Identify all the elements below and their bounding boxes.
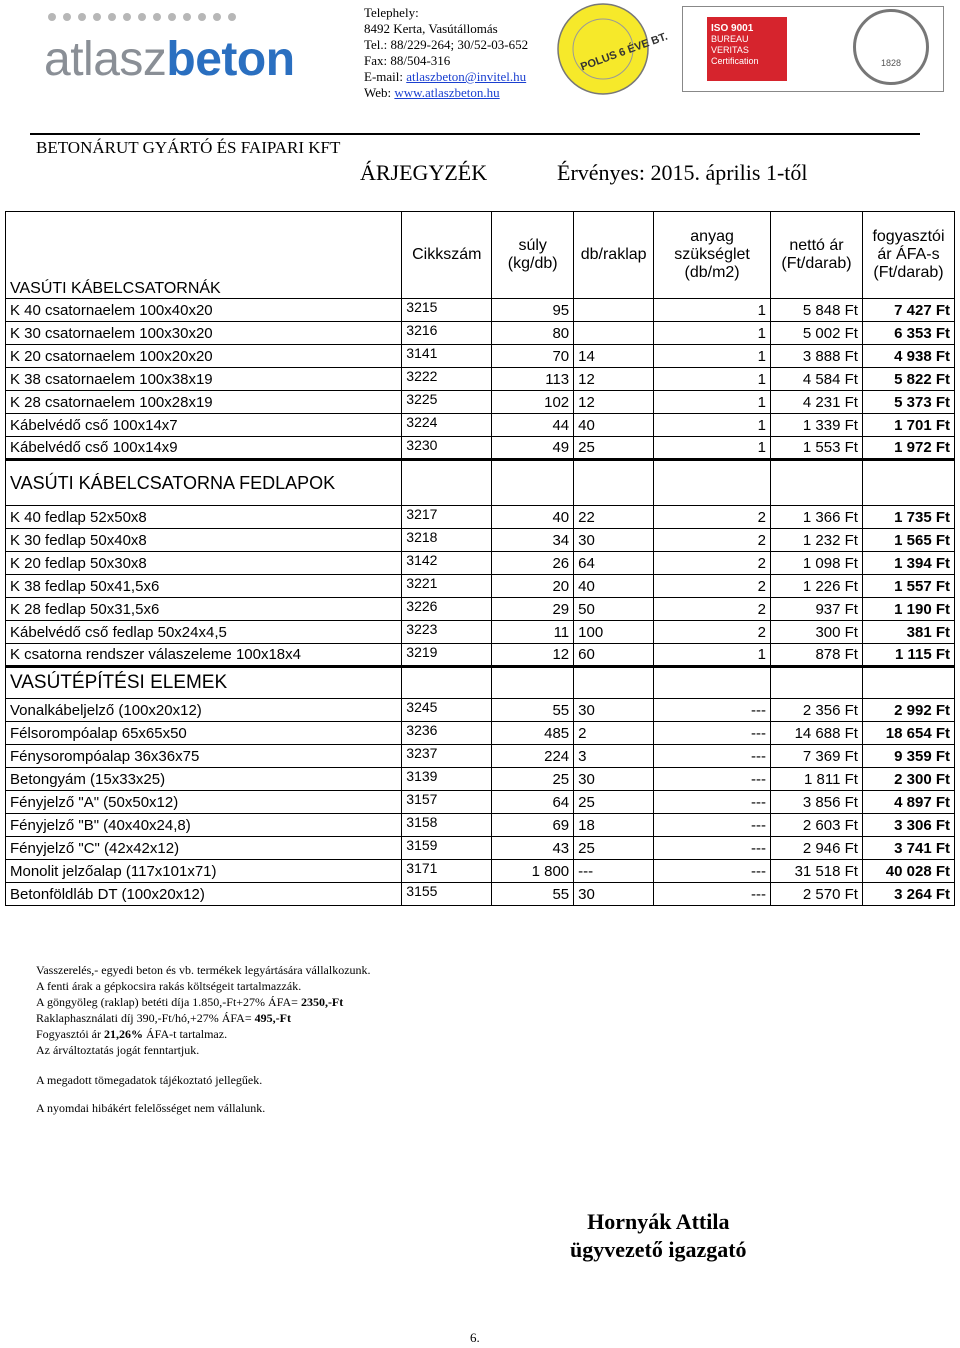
table-row [6, 437, 955, 460]
bureau-veritas-logo [707, 17, 787, 81]
net-price: 878 Ft [771, 644, 863, 667]
doc-title: ÁRJEGYZÉK [360, 160, 488, 185]
net-price: 5 002 Ft [771, 322, 863, 345]
product-code: 3219 [402, 644, 492, 667]
product-name: K 20 csatornaelem 100x20x20 [6, 345, 402, 368]
pallet-quantity: 18 [574, 814, 654, 837]
pallet-quantity: 30 [574, 768, 654, 791]
material-need: --- [654, 745, 771, 768]
note-vat: 21,26% [104, 1027, 143, 1041]
consumer-price: 1 394 Ft [862, 552, 954, 575]
product-weight: 49 [492, 437, 574, 460]
material-need: --- [654, 791, 771, 814]
company-name: BETONÁRUT GYÁRTÓ ÉS FAIPARI KFT [36, 138, 341, 157]
net-price: 31 518 Ft [771, 860, 863, 883]
net-price: 14 688 Ft [771, 722, 863, 745]
table-header-row [6, 212, 955, 299]
product-code: 3216 [402, 322, 492, 345]
material-need: 1 [654, 345, 771, 368]
consumer-price: 9 359 Ft [862, 745, 954, 768]
net-price: 5 848 Ft [771, 299, 863, 322]
signatory-title: ügyvezető igazgató [570, 1237, 747, 1262]
pallet-quantity: 64 [574, 552, 654, 575]
net-price: 4 584 Ft [771, 368, 863, 391]
product-code: 3171 [402, 860, 492, 883]
product-weight: 44 [492, 414, 574, 437]
table-row [6, 345, 955, 368]
material-need: 1 [654, 391, 771, 414]
product-weight: 34 [492, 529, 574, 552]
pallet-quantity [574, 322, 654, 345]
contact-fax: Fax: 88/504-316 [364, 53, 451, 68]
col-fogy: fogyasztói ár ÁFA-s (Ft/darab) [862, 212, 954, 299]
consumer-price: 3 741 Ft [862, 837, 954, 860]
net-price: 2 356 Ft [771, 699, 863, 722]
product-weight: 12 [492, 644, 574, 667]
pallet-quantity [574, 299, 654, 322]
product-weight: 485 [492, 722, 574, 745]
material-need: 2 [654, 506, 771, 529]
table-row [6, 414, 955, 437]
group-railway-elements [6, 699, 955, 906]
product-code: 3225 [402, 391, 492, 414]
col-netto: nettó ár (Ft/darab) [771, 212, 863, 299]
pallet-quantity: --- [574, 860, 654, 883]
product-code: 3155 [402, 883, 492, 906]
consumer-price: 18 654 Ft [862, 722, 954, 745]
table-row [6, 299, 955, 322]
pallet-quantity: 30 [574, 529, 654, 552]
section-row [6, 667, 955, 699]
material-need: 1 [654, 644, 771, 667]
net-price: 4 231 Ft [771, 391, 863, 414]
header-rule [30, 133, 920, 135]
product-code: 3236 [402, 722, 492, 745]
material-need: 1 [654, 299, 771, 322]
material-need: 2 [654, 529, 771, 552]
pallet-quantity: 14 [574, 345, 654, 368]
product-name: Betonföldláb DT (100x20x12) [6, 883, 402, 906]
product-weight: 25 [492, 768, 574, 791]
product-code: 3237 [402, 745, 492, 768]
product-weight: 20 [492, 575, 574, 598]
product-code: 3230 [402, 437, 492, 460]
group-cable-channels [6, 299, 955, 460]
product-weight: 55 [492, 883, 574, 906]
net-price: 1 366 Ft [771, 506, 863, 529]
web-link[interactable]: www.atlaszbeton.hu [394, 85, 500, 100]
product-weight: 70 [492, 345, 574, 368]
table-row [6, 699, 955, 722]
consumer-price: 4 938 Ft [862, 345, 954, 368]
pallet-quantity: 100 [574, 621, 654, 644]
polus-seal-icon [556, 2, 670, 96]
material-need: --- [654, 722, 771, 745]
logo-light: atlasz [44, 33, 167, 86]
email-link[interactable]: atlaszbeton@invitel.hu [406, 69, 527, 84]
product-name: K 40 fedlap 52x50x8 [6, 506, 402, 529]
material-need: --- [654, 837, 771, 860]
product-weight: 26 [492, 552, 574, 575]
signatory-name: Hornyák Attila [587, 1209, 730, 1234]
note-text: Fogyasztói ár [36, 1027, 104, 1041]
col-cikkszam: Cikkszám [402, 212, 492, 299]
material-need: 1 [654, 368, 771, 391]
note: A nyomdai hibákért felelősséget nem vállalunk. [36, 1101, 266, 1115]
product-name: Félsorompóalap 65x65x50 [6, 722, 402, 745]
product-code: 3245 [402, 699, 492, 722]
consumer-price: 1 565 Ft [862, 529, 954, 552]
table-row [6, 598, 955, 621]
product-name: K 28 csatornaelem 100x28x19 [6, 391, 402, 414]
consumer-price: 1 115 Ft [862, 644, 954, 667]
table-row [6, 529, 955, 552]
table-row [6, 644, 955, 667]
material-need: --- [654, 883, 771, 906]
net-price: 2 603 Ft [771, 814, 863, 837]
net-price: 1 553 Ft [771, 437, 863, 460]
consumer-price: 5 373 Ft [862, 391, 954, 414]
net-price: 300 Ft [771, 621, 863, 644]
logo-dots [48, 8, 268, 28]
material-need: 1 [654, 437, 771, 460]
note: Az árváltoztatás jogát fenntartjuk. [36, 1043, 200, 1057]
note-text: Raklaphasználati díj 390,-Ft/hó,+27% ÁFA= [36, 1011, 255, 1025]
consumer-price: 5 822 Ft [862, 368, 954, 391]
consumer-price: 4 897 Ft [862, 791, 954, 814]
price-table [5, 211, 955, 906]
table-row [6, 575, 955, 598]
product-weight: 224 [492, 745, 574, 768]
product-code: 3159 [402, 837, 492, 860]
company-logo [44, 32, 295, 87]
seal-year: 1828 [880, 58, 902, 68]
pallet-quantity: 12 [574, 368, 654, 391]
material-need: 2 [654, 552, 771, 575]
signature-block [570, 1208, 747, 1264]
product-name: Fényjelző "A" (50x50x12) [6, 791, 402, 814]
consumer-price: 3 264 Ft [862, 883, 954, 906]
table-row [6, 322, 955, 345]
consumer-price: 3 306 Ft [862, 814, 954, 837]
pallet-quantity: 3 [574, 745, 654, 768]
product-code: 3217 [402, 506, 492, 529]
product-weight: 102 [492, 391, 574, 414]
note-text: ÁFA-t tartalmaz. [143, 1027, 228, 1041]
product-name: Kábelvédő cső 100x14x9 [6, 437, 402, 460]
table-row [6, 552, 955, 575]
product-weight: 69 [492, 814, 574, 837]
section-3-header [6, 667, 955, 699]
net-price: 1 232 Ft [771, 529, 863, 552]
group-cover-plates [6, 506, 955, 667]
table-row [6, 391, 955, 414]
table-row [6, 837, 955, 860]
material-need: --- [654, 699, 771, 722]
product-code: 3224 [402, 414, 492, 437]
product-code: 3141 [402, 345, 492, 368]
certification-badge [682, 6, 944, 92]
note: Vasszerelés,- egyedi beton és vb. termékek legyártására vállalkozunk. [36, 963, 371, 977]
table-row [6, 722, 955, 745]
section-title-1: VASÚTI KÁBELCSATORNÁK [6, 212, 402, 299]
col-dbraklap: db/raklap [574, 212, 654, 299]
consumer-price: 2 992 Ft [862, 699, 954, 722]
footnotes [36, 962, 371, 1116]
col-suly: súly (kg/db) [492, 212, 574, 299]
consumer-price: 1 557 Ft [862, 575, 954, 598]
pallet-quantity: 12 [574, 391, 654, 414]
pallet-quantity: 30 [574, 699, 654, 722]
bureau-veritas-seal-icon [853, 9, 929, 85]
product-name: K 30 csatornaelem 100x30x20 [6, 322, 402, 345]
note: A megadott tömegadatok tájékoztató jellegűek. [36, 1073, 263, 1087]
material-need: --- [654, 814, 771, 837]
section-2-header [6, 460, 955, 506]
product-code: 3142 [402, 552, 492, 575]
contact-phone: Tel.: 88/229-264; 30/52-03-652 [364, 37, 529, 52]
net-price: 1 811 Ft [771, 768, 863, 791]
net-price: 1 339 Ft [771, 414, 863, 437]
contact-web-row [364, 85, 528, 101]
seal-text: POLUS 6 ÉVE BT. [578, 30, 670, 74]
pallet-quantity: 40 [574, 414, 654, 437]
product-code: 3222 [402, 368, 492, 391]
material-need: 2 [654, 621, 771, 644]
section-title-2: VASÚTI KÁBELCSATORNA FEDLAPOK [6, 460, 402, 506]
product-name: Betongyám (15x33x25) [6, 768, 402, 791]
product-name: K 28 fedlap 50x31,5x6 [6, 598, 402, 621]
product-weight: 29 [492, 598, 574, 621]
cert-line1: BUREAU VERITAS [711, 34, 749, 55]
consumer-price: 1 701 Ft [862, 414, 954, 437]
product-code: 3158 [402, 814, 492, 837]
net-price: 1 226 Ft [771, 575, 863, 598]
net-price: 937 Ft [771, 598, 863, 621]
table-row [6, 745, 955, 768]
net-price: 3 888 Ft [771, 345, 863, 368]
note [36, 1026, 371, 1042]
consumer-price: 7 427 Ft [862, 299, 954, 322]
product-name: K csatorna rendszer válaszeleme 100x18x4 [6, 644, 402, 667]
consumer-price: 381 Ft [862, 621, 954, 644]
table-row [6, 814, 955, 837]
consumer-price: 2 300 Ft [862, 768, 954, 791]
product-weight: 43 [492, 837, 574, 860]
logo-bold: beton [166, 33, 295, 86]
contact-line: Telephely: [364, 5, 419, 20]
product-name: Fénysorompóalap 36x36x75 [6, 745, 402, 768]
table-row [6, 883, 955, 906]
product-code: 3218 [402, 529, 492, 552]
product-name: Fényjelző "B" (40x40x24,8) [6, 814, 402, 837]
product-weight: 95 [492, 299, 574, 322]
section-row [6, 460, 955, 506]
product-name: Fényjelző "C" (42x42x12) [6, 837, 402, 860]
page-number: 6. [470, 1330, 480, 1345]
pallet-quantity: 50 [574, 598, 654, 621]
product-name: K 40 csatornaelem 100x40x20 [6, 299, 402, 322]
product-weight: 80 [492, 322, 574, 345]
product-name: Kábelvédő cső fedlap 50x24x4,5 [6, 621, 402, 644]
note-text: A göngyöleg (raklap) betéti díja 1.850,-Ft+27% ÁFA= [36, 995, 301, 1009]
pallet-quantity: 25 [574, 437, 654, 460]
pallet-quantity: 22 [574, 506, 654, 529]
net-price: 1 098 Ft [771, 552, 863, 575]
table-row [6, 368, 955, 391]
section-title-3: VASÚTÉPÍTÉSI ELEMEK [6, 667, 402, 699]
pallet-quantity: 25 [574, 837, 654, 860]
net-price: 3 856 Ft [771, 791, 863, 814]
product-code: 3157 [402, 791, 492, 814]
material-need: --- [654, 860, 771, 883]
product-weight: 64 [492, 791, 574, 814]
product-name: Vonalkábeljelző (100x20x12) [6, 699, 402, 722]
email-label: E-mail: [364, 69, 407, 84]
product-name: Kábelvédő cső 100x14x7 [6, 414, 402, 437]
table-row [6, 506, 955, 529]
material-need: 2 [654, 598, 771, 621]
product-weight: 1 800 [492, 860, 574, 883]
product-code: 3221 [402, 575, 492, 598]
product-name: K 38 fedlap 50x41,5x6 [6, 575, 402, 598]
consumer-price: 1 190 Ft [862, 598, 954, 621]
material-need: --- [654, 768, 771, 791]
product-name: K 38 csatornaelem 100x38x19 [6, 368, 402, 391]
consumer-price: 6 353 Ft [862, 322, 954, 345]
table-row [6, 768, 955, 791]
pallet-quantity: 25 [574, 791, 654, 814]
pallet-quantity: 30 [574, 883, 654, 906]
col-anyag: anyag szükséglet (db/m2) [654, 212, 771, 299]
note-price: 2350,-Ft [300, 995, 344, 1009]
note [36, 994, 371, 1010]
contact-block [364, 5, 528, 101]
consumer-price: 1 972 Ft [862, 437, 954, 460]
note [36, 1010, 371, 1026]
cert-line2: Certification [711, 56, 759, 66]
product-weight: 40 [492, 506, 574, 529]
table-row [6, 791, 955, 814]
valid-from: Érvényes: 2015. április 1-től [557, 160, 808, 185]
pallet-quantity: 40 [574, 575, 654, 598]
net-price: 7 369 Ft [771, 745, 863, 768]
contact-email-row [364, 69, 528, 85]
product-code: 3223 [402, 621, 492, 644]
table-row [6, 621, 955, 644]
product-weight: 113 [492, 368, 574, 391]
contact-address: 8492 Kerta, Vasútállomás [364, 21, 498, 36]
note-price: 495,-Ft [254, 1011, 291, 1025]
material-need: 1 [654, 414, 771, 437]
net-price: 2 946 Ft [771, 837, 863, 860]
material-need: 2 [654, 575, 771, 598]
material-need: 1 [654, 322, 771, 345]
product-weight: 11 [492, 621, 574, 644]
note: A fenti árak a gépkocsira rakás költségeit tartalmazzák. [36, 979, 302, 993]
table-row [6, 860, 955, 883]
product-name: K 30 fedlap 50x40x8 [6, 529, 402, 552]
pallet-quantity: 60 [574, 644, 654, 667]
product-name: Monolit jelzőalap (117x101x71) [6, 860, 402, 883]
web-label: Web: [364, 85, 395, 100]
net-price: 2 570 Ft [771, 883, 863, 906]
product-name: K 20 fedlap 50x30x8 [6, 552, 402, 575]
product-code: 3139 [402, 768, 492, 791]
consumer-price: 1 735 Ft [862, 506, 954, 529]
consumer-price: 40 028 Ft [862, 860, 954, 883]
product-code: 3215 [402, 299, 492, 322]
cert-title: ISO 9001 [711, 23, 754, 34]
product-code: 3226 [402, 598, 492, 621]
product-weight: 55 [492, 699, 574, 722]
pallet-quantity: 2 [574, 722, 654, 745]
